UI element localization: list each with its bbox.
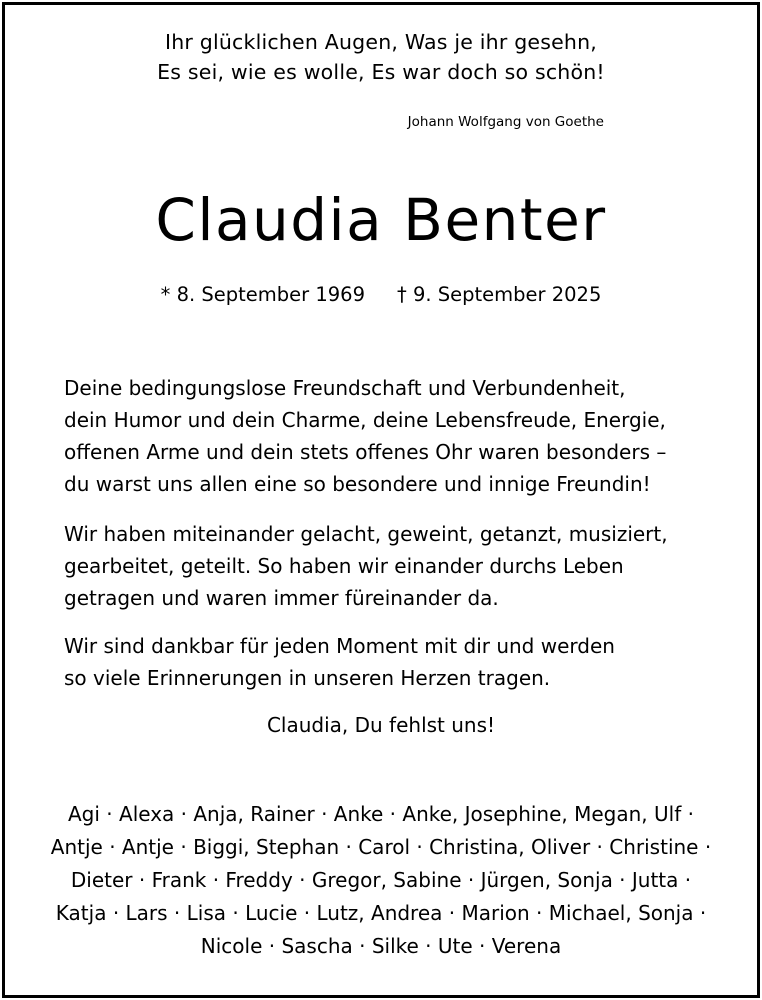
poem-line-2: Es sei, wie es wolle, Es war doch so schön! [157, 60, 605, 84]
mourners-line-4: Katja · Lars · Lisa · Lucie · Lutz, Andrea · Marion · Michael, Sonja · [55, 901, 707, 925]
paragraph-3-line-2: so viele Erinnerungen in unseren Herzen tragen. [64, 666, 551, 690]
paragraph-1-line-1: Deine bedingungslose Freundschaft und Verbundenheit, [64, 376, 626, 400]
closing-line: Claudia, Du fehlst uns! [266, 713, 496, 737]
life-dates [0, 283, 762, 306]
mourners-line-3: Dieter · Frank · Freddy · Gregor, Sabine · Jürgen, Sonja · Jutta · [70, 868, 692, 892]
paragraph-1-line-3: offenen Arme und dein stets offenes Ohr waren besonders – [64, 440, 667, 464]
birth-date: * 8. September 1969 [160, 283, 365, 306]
mourners-line-2: Antje · Antje · Biggi, Stephan · Carol · Christina, Oliver · Christine · [50, 835, 712, 859]
deceased-name: Claudia Benter [155, 186, 607, 254]
poem-author: Johann Wolfgang von Goethe [407, 113, 604, 130]
paragraph-2-line-2: gearbeitet, geteilt. So haben wir einander durchs Leben [64, 554, 624, 578]
paragraph-3-line-1: Wir sind dankbar für jeden Moment mit dir und werden [64, 634, 615, 658]
mourners-line-5: Nicole · Sascha · Silke · Ute · Verena [200, 934, 562, 958]
mourners-line-1: Agi · Alexa · Anja, Rainer · Anke · Anke, Josephine, Megan, Ulf · [68, 802, 694, 826]
death-date: † 9. September 2025 [397, 283, 602, 306]
paragraph-1-line-4: du warst uns allen eine so besondere und innige Freundin! [64, 472, 651, 496]
paragraph-1-line-2: dein Humor und dein Charme, deine Lebensfreude, Energie, [64, 408, 666, 432]
paragraph-2-line-3: getragen und waren immer füreinander da. [64, 586, 499, 610]
poem-line-1: Ihr glücklichen Augen, Was je ihr gesehn, [164, 30, 598, 54]
paragraph-2-line-1: Wir haben miteinander gelacht, geweint, getanzt, musiziert, [64, 522, 668, 546]
